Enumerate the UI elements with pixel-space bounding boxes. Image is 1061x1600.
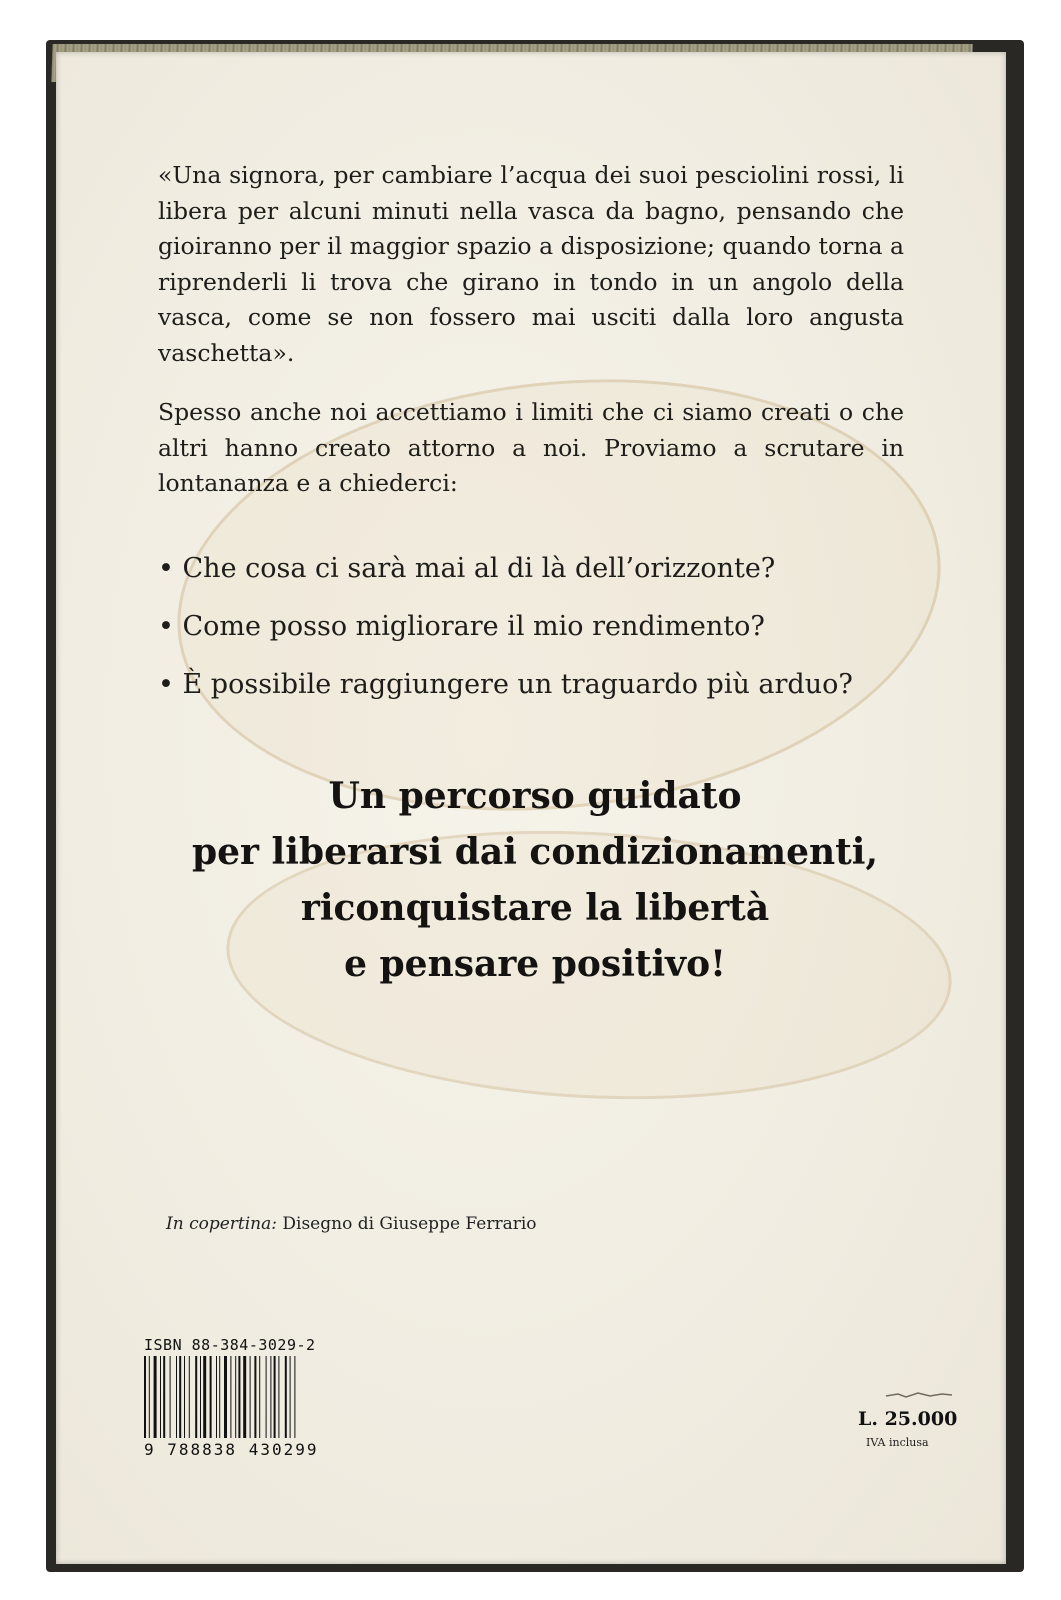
barcode-digits: 9 788838 430299 — [144, 1440, 319, 1459]
question-item: • Come posso migliorare il mio rendimento? — [158, 598, 918, 656]
cover-credit-label: In copertina: — [166, 1214, 277, 1234]
tagline-line: Un percorso guidato — [328, 775, 742, 817]
tagline-line: e pensare positivo! — [344, 943, 726, 985]
blurb-quote-paragraph: «Una signora, per cambiare l’acqua dei suoi pesciolini rossi, li libera per alcuni minuti nella vasca da bagno, pensando che gioiranno per il maggior spazio a disposizione; quando torna a riprenderli li trova che girano in tondo in un angolo della vasca, come se non fossero mai usciti dalla loro angusta vaschetta». — [158, 161, 904, 367]
tagline — [150, 768, 920, 992]
cover-credit-text: Disegno di Giuseppe Ferrario — [282, 1214, 537, 1234]
question-item: • Che cosa ci sarà mai al di là dell’orizzonte? — [158, 540, 918, 598]
question-item: • È possibile raggiungere un traguardo più arduo? — [158, 656, 918, 714]
scuff-mark — [884, 1390, 954, 1400]
blurb-intro-paragraph: Spesso anche noi accettiamo i limiti che ci siamo creati o che altri hanno creato attorno a noi. Proviamo a scrutare in lontananza e a chiederci: — [158, 398, 904, 497]
price: L. 25.000 — [858, 1408, 958, 1430]
tagline-line: riconquistare la libertà — [300, 887, 770, 929]
tagline-line: per liberarsi dai condizionamenti, — [191, 831, 879, 873]
blurb-text — [158, 158, 904, 526]
vat-note: IVA inclusa — [866, 1436, 929, 1449]
question-list — [158, 540, 918, 714]
cover-credit — [166, 1214, 537, 1234]
isbn-label: ISBN 88-384-3029-2 — [144, 1336, 316, 1354]
barcode — [144, 1356, 344, 1438]
